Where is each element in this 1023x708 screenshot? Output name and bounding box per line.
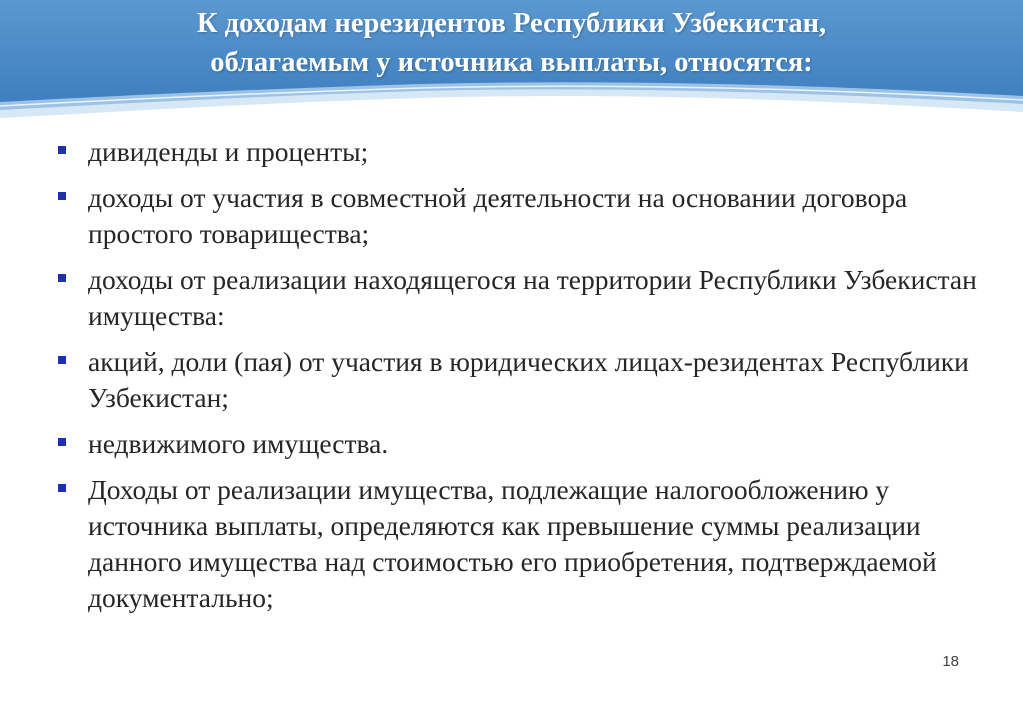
bullet-square-icon — [58, 438, 66, 446]
list-item — [58, 426, 1003, 462]
page-number: 18 — [942, 653, 959, 670]
bullet-square-icon — [58, 274, 66, 282]
slide-title — [20, 4, 1003, 82]
list-item-text: акций, доли (пая) от участия в юридических лицах-резидентах Республики Узбекистан; — [88, 346, 969, 413]
bullet-list — [58, 134, 1003, 626]
slide-title-line-2: облагаемым у источника выплаты, относятся: — [210, 47, 813, 78]
header-band — [0, 0, 1023, 125]
bullet-square-icon — [58, 192, 66, 200]
list-item — [58, 180, 1003, 252]
list-item-text: Доходы от реализации имущества, подлежащие налогообложению у источника выплаты, определяются как превышение суммы реализации данного имущества над стоимостью его приобретения, подтверждаемой документально; — [88, 474, 937, 613]
list-item-text: доходы от участия в совместной деятельности на основании договора простого товарищества; — [88, 182, 908, 249]
bullet-square-icon — [58, 356, 66, 364]
bullet-square-icon — [58, 146, 66, 154]
list-item — [58, 134, 1003, 170]
slide-title-line-1: К доходам нерезидентов Республики Узбекистан, — [196, 8, 827, 39]
list-item — [58, 472, 1003, 616]
list-item-text: доходы от реализации находящегося на территории Республики Узбекистан имущества: — [88, 264, 977, 331]
list-item — [58, 344, 1003, 416]
list-item — [58, 262, 1003, 334]
list-item-text: недвижимого имущества. — [88, 428, 389, 459]
bullet-square-icon — [58, 484, 66, 492]
list-item-text: дивиденды и проценты; — [88, 136, 369, 167]
